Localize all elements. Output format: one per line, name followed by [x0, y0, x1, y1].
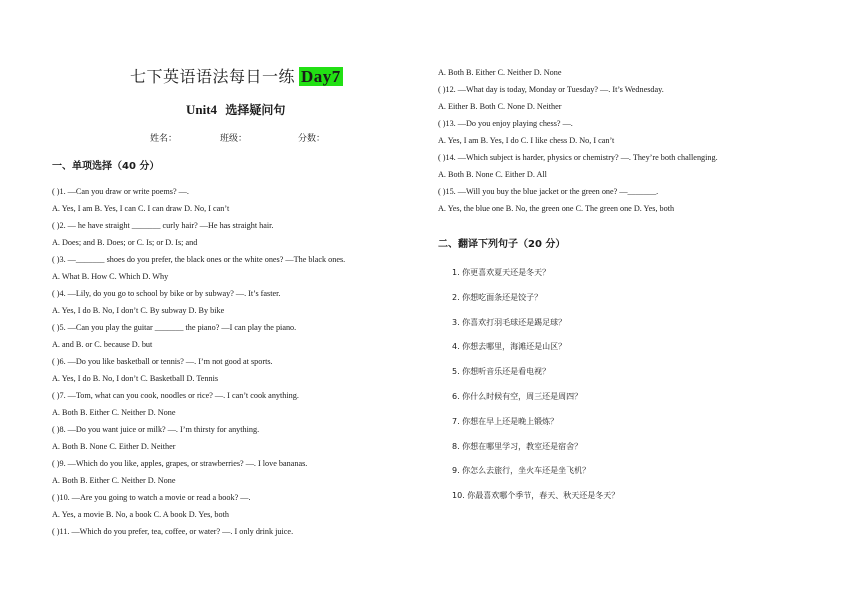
question-line: ( )8. —Do you want juice or milk? —. I’m thirsty for anything. — [52, 425, 260, 434]
question-line: A. What B. How C. Which D. Why — [52, 272, 169, 281]
question-line: ( )10. —Are you going to watch a movie or read a book? —. — [52, 493, 251, 502]
question-line: ( )7. —Tom, what can you cook, noodles or rice? —. I can’t cook anything. — [52, 391, 299, 400]
question-line: ( )5. —Can you play the guitar _______ the piano? —I can play the piano. — [52, 323, 297, 332]
question-line: ( )12. —What day is today, Monday or Tuesday? —. It’s Wednesday. — [438, 85, 664, 94]
question-line: A. Yes, I do B. No, I don’t C. By subway D. By bike — [52, 306, 225, 315]
question-line: ( )2. — he have straight _______ curly hair? —He has straight hair. — [52, 221, 274, 230]
question-line: A. Either B. Both C. None D. Neither — [438, 102, 562, 111]
question-line: ( )15. —Will you buy the blue jacket or the green one? —_______. — [438, 187, 659, 196]
question-line: A. Both B. Either C. Neither D. None — [438, 68, 562, 77]
question-line: A. and B. or C. because D. but — [52, 340, 153, 349]
translation-item: 1. 你更喜欢夏天还是冬天？ — [452, 268, 551, 277]
translation-item: 4. 你想去哪里，海滩还是山区？ — [452, 342, 567, 352]
translation-item: 9. 你怎么去旅行，坐火车还是坐飞机？ — [452, 466, 591, 476]
question-line: A. Yes, I am B. Yes, I can C. I can draw D. No, I can’t — [52, 204, 230, 213]
section1-heading: 一、单项选择（40 分） — [52, 161, 160, 172]
question-line: ( )13. —Do you enjoy playing chess? —. — [438, 119, 573, 128]
question-line: A. Yes, a movie B. No, a book C. A book D. Yes, both — [52, 510, 229, 519]
question-line: ( )1. —Can you draw or write poems? —. — [52, 187, 189, 196]
topic-label: 选择疑问句 — [225, 103, 286, 117]
question-line: ( )4. —Lily, do you go to school by bike or by subway? —. It’s faster. — [52, 289, 281, 298]
score-field-label: 分数： — [298, 134, 326, 144]
question-line: A. Yes, the blue one B. No, the green one C. The green one D. Yes, both — [438, 204, 675, 213]
question-line: A. Both B. Either C. Neither D. None — [52, 476, 176, 485]
section2-heading: 二、翻译下列句子（20 分） — [438, 239, 566, 250]
translation-item: 5. 你想听音乐还是看电视？ — [452, 367, 551, 377]
question-line: A. Does; and B. Does; or C. Is; or D. Is; and — [52, 238, 198, 247]
translation-item: 7. 你想在早上还是晚上锻炼？ — [452, 416, 559, 426]
question-line: ( )6. —Do you like basketball or tennis? —. I’m not good at sports. — [52, 357, 273, 366]
title-text: 七下英语语法每日一练 — [130, 67, 296, 86]
translation-item: 3. 你喜欢打羽毛球还是踢足球？ — [452, 317, 567, 327]
unit-label: Unit4 — [186, 102, 218, 117]
worksheet-title — [130, 64, 343, 87]
question-line: ( )9. —Which do you like, apples, grapes, or strawberries? —. I love bananas. — [52, 459, 308, 468]
question-line: ( )11. —Which do you prefer, tea, coffee, or water? —. I only drink juice. — [52, 527, 294, 536]
translation-item: 8. 你想在哪里学习，教室还是宿舍？ — [452, 441, 583, 451]
question-line: ( )14. —Which subject is harder, physics or chemistry? —. They’re both challenging. — [438, 153, 718, 162]
question-line: A. Both B. None C. Either D. Neither — [52, 442, 176, 451]
day-badge: Day7 — [301, 67, 341, 86]
name-field-label: 姓名： — [150, 134, 178, 144]
question-line: A. Both B. None C. Either D. All — [438, 170, 547, 179]
question-line: A. Both B. Either C. Neither D. None — [52, 408, 176, 417]
question-line: A. Yes, I do B. No, I don’t C. Basketball D. Tennis — [52, 374, 219, 383]
worksheet-subtitle — [186, 101, 285, 118]
translation-item: 6. 你什么时候有空，周三还是周四？ — [452, 392, 583, 401]
translation-item: 10. 你最喜欢哪个季节，春天、秋天还是冬天？ — [452, 491, 620, 501]
translation-item: 2. 你想吃面条还是饺子？ — [452, 292, 543, 302]
question-line: ( )3. —_______ shoes do you prefer, the black ones or the white ones? —The black ones. — [52, 255, 346, 264]
question-line: A. Yes, I am B. Yes, I do C. I like chess D. No, I can’t — [438, 136, 615, 145]
class-field-label: 班级： — [220, 134, 248, 144]
